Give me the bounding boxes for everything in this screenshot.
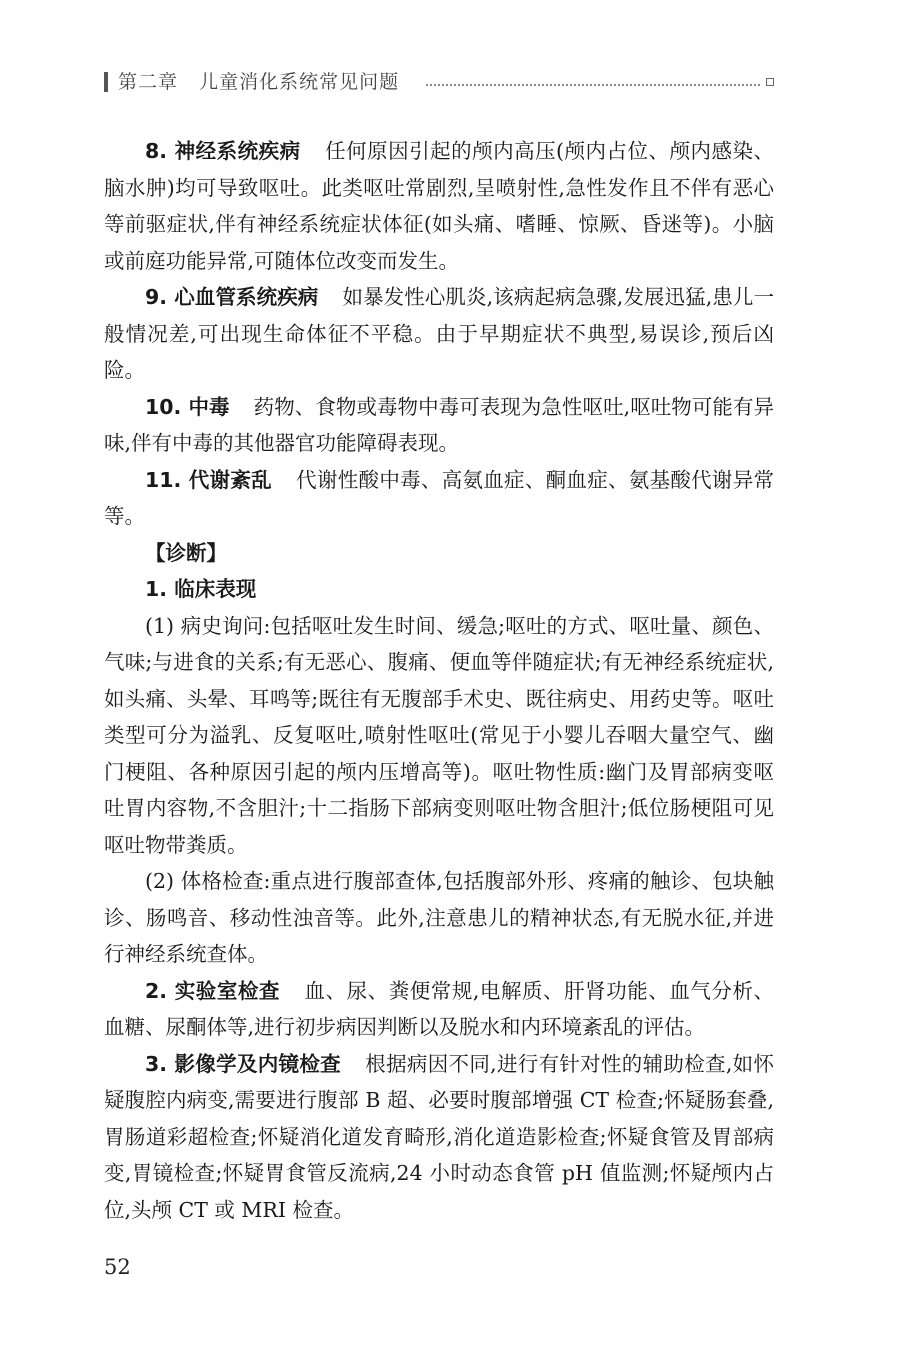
paragraph-cardiovascular bbox=[104, 279, 774, 389]
heading-clinical: 1. 临床表现 bbox=[145, 577, 257, 601]
header-dotted-rule bbox=[426, 84, 760, 86]
header-end-square-icon bbox=[766, 78, 774, 86]
text-physical-exam: (2) 体格检查:重点进行腹部查体,包括腹部外形、疼痛的触诊、包块触诊、肠鸣音、移动性浊音等。此外,注意患儿的精神状态,有无脱水征,并进行神经系统查体。 bbox=[104, 869, 774, 966]
heading-cardiovascular: 9. 心血管系统疾病 bbox=[145, 285, 319, 309]
page-body bbox=[104, 133, 774, 1228]
paragraph-history bbox=[104, 608, 774, 864]
chapter-number: 第二章 bbox=[118, 71, 179, 93]
header-text bbox=[118, 67, 399, 94]
page-number: 52 bbox=[104, 1255, 131, 1279]
text-lab: 血、尿、粪便常规,电解质、肝肾功能、血气分析、血糖、尿酮体等,进行初步病因判断以及脱水和内环境紊乱的评估。 bbox=[104, 978, 774, 1039]
heading-metabolic: 11. 代谢紊乱 bbox=[145, 467, 272, 492]
text-neurological: 任何原因引起的颅内高压(颅内占位、颅内感染、脑水肿)均可导致呕吐。此类呕吐常剧烈,呈喷射性,急性发作且不伴有恶心等前驱症状,伴有神经系统症状体征(如头痛、嗜睡、惊厥、昏迷等)。小脑或前庭功能异常,可随体位改变而发生。 bbox=[104, 139, 774, 273]
heading-diagnosis: 【诊断】 bbox=[145, 540, 227, 565]
chapter-title: 儿童消化系统常见问题 bbox=[199, 71, 400, 93]
paragraph-neurological bbox=[104, 133, 774, 279]
text-poisoning: 药物、食物或毒物中毒可表现为急性呕吐,呕吐物可能有异味,伴有中毒的其他器官功能障碍表现。 bbox=[104, 394, 775, 455]
heading-poisoning: 10. 中毒 bbox=[145, 394, 230, 419]
heading-imaging: 3. 影像学及内镜检查 bbox=[145, 1051, 341, 1076]
text-history: (1) 病史询问:包括呕吐发生时间、缓急;呕吐的方式、呕吐量、颜色、气味;与进食的关系;有无恶心、腹痛、便血等伴随症状;有无神经系统症状,如头痛、头晕、耳鸣等;既往有无腹部手术史、既往病史、用药史等。呕吐类型可分为溢乳、反复呕吐,喷射性呕吐(常见于小婴儿吞咽大量空气、幽门梗阻、各种原因引起的颅内压增高等)。呕吐物性质:幽门及胃部病变呕吐胃内容物,不含胆汁;十二指肠下部病变则呕吐物含胆汁;低位肠梗阻可见呕吐物带粪质。 bbox=[104, 613, 774, 857]
subsection-heading-clinical bbox=[104, 571, 774, 608]
text-cardiovascular: 如暴发性心肌炎,该病起病急骤,发展迅猛,患儿一般情况差,可出现生命体征不平稳。由于早期症状不典型,易误诊,预后凶险。 bbox=[104, 285, 774, 382]
running-header bbox=[104, 64, 774, 104]
text-imaging: 根据病因不同,进行有针对性的辅助检查,如怀疑腹腔内病变,需要进行腹部 B 超、必要时腹部增强 CT 检查;怀疑肠套叠,胃肠道彩超检查;怀疑消化道发育畸形,消化道造影检查;怀疑食管及胃部病变,胃镜检查;怀疑胃食管反流病,24 小时动态食管 pH 值监测;怀疑颅内占位,头颅 CT 或 MRI 检查。 bbox=[104, 1051, 774, 1222]
section-heading-diagnosis bbox=[104, 535, 774, 572]
paragraph-metabolic bbox=[104, 462, 774, 535]
heading-neurological: 8. 神经系统疾病 bbox=[145, 139, 301, 163]
paragraph-physical-exam bbox=[104, 863, 774, 973]
header-bar-marker bbox=[104, 72, 108, 92]
paragraph-lab bbox=[104, 973, 774, 1046]
paragraph-imaging bbox=[104, 1046, 774, 1229]
heading-lab: 2. 实验室检查 bbox=[145, 978, 280, 1003]
paragraph-poisoning bbox=[104, 389, 774, 462]
text-metabolic: 代谢性酸中毒、高氨血症、酮血症、氨基酸代谢异常等。 bbox=[104, 467, 774, 528]
